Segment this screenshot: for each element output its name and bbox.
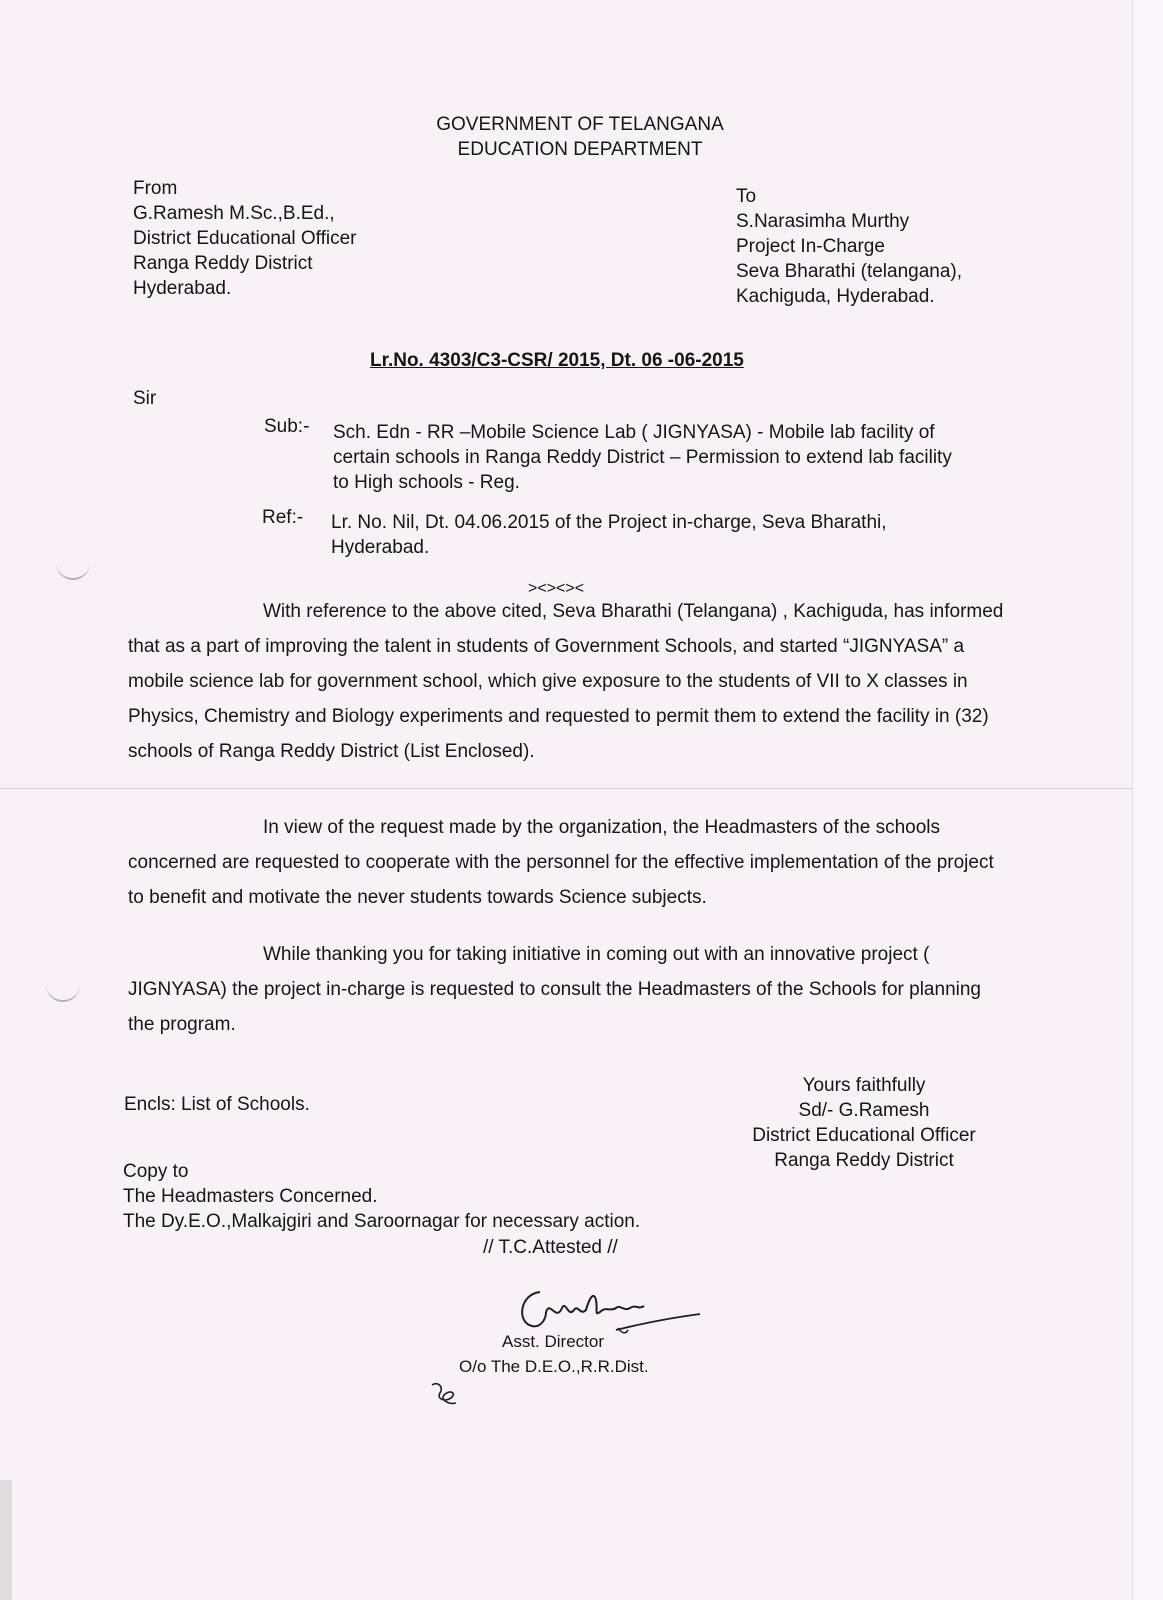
to-block [736, 184, 962, 309]
attestation-office: O/o The D.E.O.,R.R.Dist. [459, 1357, 649, 1376]
from-line: Hyderabad. [133, 278, 232, 299]
subject-line: certain schools in Ranga Reddy District – Permission to extend lab facility [333, 447, 952, 468]
body-paragraph-3: While thanking you for taking initiative in coming out with an innovative project ( JIGNYASA) the project in-charge is requested to consult the Headmasters of the Schools for planning the program. [128, 944, 981, 1035]
to-line: Seva Bharathi (telangana), [736, 261, 963, 282]
copy-to-line: The Headmasters Concerned. [123, 1186, 378, 1207]
subject-line: Sch. Edn - RR –Mobile Science Lab ( JIGNYASA) - Mobile lab facility of [333, 422, 935, 443]
letter-reference-number: Lr.No. 4303/C3-CSR/ 2015, Dt. 06 -06-2015 [370, 350, 744, 371]
attestation-title: Asst. Director [502, 1332, 605, 1351]
signoff-line: Yours faithfully [802, 1075, 926, 1096]
to-line: Kachiguda, Hyderabad. [736, 286, 935, 307]
to-line: Project In-Charge [736, 236, 885, 257]
subject-line: to High schools - Reg. [333, 472, 520, 493]
ref-text [331, 510, 887, 560]
letterhead [380, 112, 780, 162]
enclosure-note: Encls: List of Schools. [124, 1094, 310, 1115]
punch-hole-bottom [46, 980, 80, 1002]
signoff-line: Ranga Reddy District [774, 1150, 954, 1171]
from-line: G.Ramesh M.Sc.,B.Ed., [133, 203, 335, 224]
salutation: Sir [133, 388, 157, 409]
fold-line [0, 788, 1133, 789]
from-block [133, 176, 357, 301]
letterhead-department: EDUCATION DEPARTMENT [457, 139, 703, 160]
scan-edge-left [0, 1480, 12, 1600]
from-line: District Educational Officer [133, 228, 357, 249]
to-label: To [736, 186, 757, 207]
signoff-line: District Educational Officer [752, 1125, 976, 1146]
copy-to-label: Copy to [123, 1161, 189, 1182]
copy-to-block [123, 1159, 640, 1234]
body-paragraph-1: With reference to the above cited, Seva Bharathi (Telangana) , Kachiguda, has informed that as a part of improving the talent in students of Government Schools, and started “JIGNYASA” a mobile science lab for government school, which give exposure to the students of VII to X classes in Physics, Chemistry and Biology experiments and requested to permit them to extend the facility in (32) schools of Ranga Reddy District (List Enclosed). [128, 601, 1004, 762]
punch-hole-top [56, 558, 90, 580]
from-label: From [133, 178, 178, 199]
initials-mark [430, 1381, 458, 1407]
separator-mark: ><><>< [528, 580, 585, 597]
ref-line: Hyderabad. [331, 537, 430, 558]
scan-edge-right [1132, 0, 1163, 1600]
subject-label: Sub:- [264, 416, 310, 437]
copy-to-line: The Dy.E.O.,Malkajgiri and Saroornagar for necessary action. [123, 1211, 641, 1232]
subject-text [333, 420, 952, 495]
signoff-line: Sd/- G.Ramesh [798, 1100, 930, 1121]
body-paragraph-2: In view of the request made by the organization, the Headmasters of the schools concerned are requested to cooperate with the personnel for the effective implementation of the project to benefit and motivate the never students towards Science subjects. [128, 817, 994, 908]
ref-line: Lr. No. Nil, Dt. 04.06.2015 of the Project in-charge, Seva Bharathi, [331, 512, 887, 533]
signoff-block [736, 1073, 992, 1173]
to-line: S.Narasimha Murthy [736, 211, 910, 232]
from-line: Ranga Reddy District [133, 253, 313, 274]
letterhead-government: GOVERNMENT OF TELANGANA [436, 114, 724, 135]
attested-mark: // T.C.Attested // [483, 1237, 618, 1258]
ref-label: Ref:- [262, 507, 304, 528]
